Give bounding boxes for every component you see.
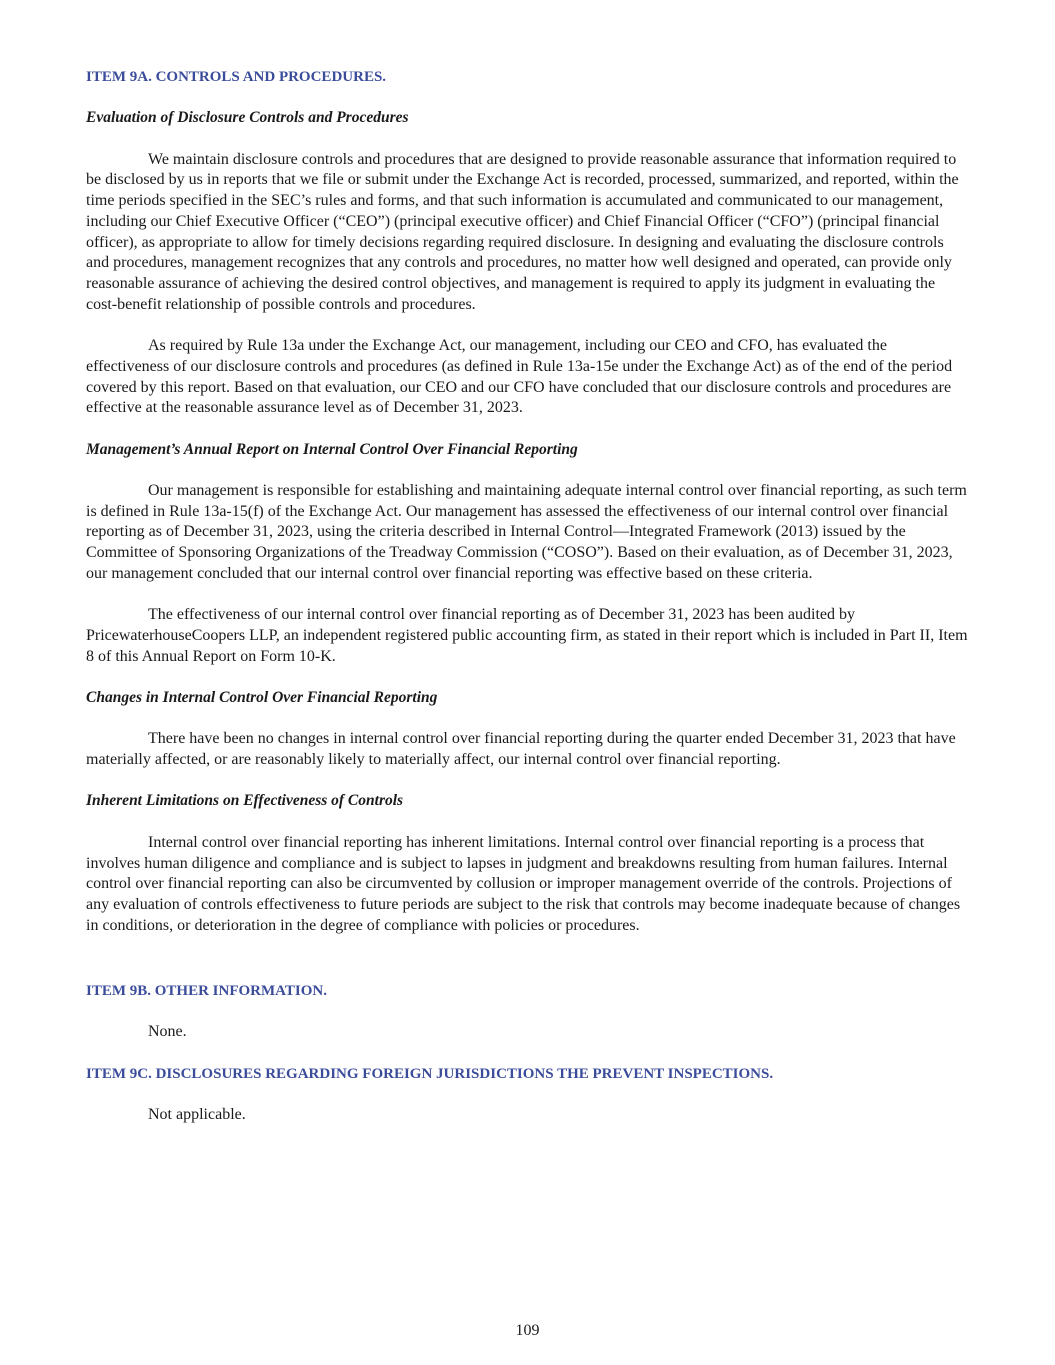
section-heading: Changes in Internal Control Over Financial Reporting [86, 688, 438, 706]
section-heading: Inherent Limitations on Effectiveness of Controls [86, 792, 404, 810]
paragraph: Internal control over financial reporting has inherent limitations. Internal control over financial reporting is a process that involves human diligence and compliance and is subject to lapses in judgment and breakdowns resulting from human failures. Internal control over financial reporting can also be circumvented by collusion or improper management override of the controls. Projections of any evaluation of controls effectiveness to future periods are subject to the risk that controls may become inadequate because of changes in conditions, or deterioration in the degree of compliance with policies or procedures. [86, 833, 961, 934]
paragraph: None. [148, 1023, 187, 1041]
spacer [86, 957, 970, 981]
item-9b-heading: ITEM 9B. OTHER INFORMATION. [86, 983, 327, 1000]
paragraph: As required by Rule 13a under the Exchange Act, our management, including our CEO and CFO, has evaluated the effectiveness of our disclosure controls and procedures (as defined in Rule 13a-15e under the Exchange Act) as of the end of the period covered by this report. Based on that evaluation, our CEO and our CFO have concluded that our disclosure controls and procedures are effective at the reasonable assurance level as of December 31, 2023. [86, 337, 953, 417]
paragraph: Not applicable. [148, 1106, 246, 1124]
item-9c-heading: ITEM 9C. DISCLOSURES REGARDING FOREIGN JURISDICTIONS THE PREVENT INSPECTIONS. [86, 1065, 774, 1082]
section-heading: Evaluation of Disclosure Controls and Procedures [86, 109, 409, 127]
page-number: 109 [515, 1322, 540, 1339]
paragraph: We maintain disclosure controls and procedures that are designed to provide reasonable assurance that information required to be disclosed by us in reports that we file or submit under the Exchange Act is recorded, processed, summarized, and reported, within the time periods specified in the SEC’s rules and forms, and that such information is accumulated and communicated to our management, including our Chief Executive Officer (“CEO”) (principal executive officer) and Chief Financial Officer (“CFO”) (principal financial officer), as appropriate to allow for timely decisions regarding required disclosure. In designing and evaluating the disclosure controls and procedures, management recognizes that any controls and procedures, no matter how well designed and operated, can provide only reasonable assurance of achieving the desired control objectives, and management is required to apply its judgment in evaluating the cost-benefit relationship of possible controls and procedures. [86, 150, 959, 313]
paragraph: Our management is responsible for establishing and maintaining adequate internal control over financial reporting, as such term is defined in Rule 13a-15(f) of the Exchange Act. Our management has assessed the effectiveness of our internal control over financial reporting as of December 31, 2023, using the criteria described in Internal Control—Integrated Framework (2013) issued by the Committee of Sponsoring Organizations of the Treadway Commission (“COSO”). Based on their evaluation, as of December 31, 2023, our management concluded that our internal control over financial reporting was effective based on these criteria. [86, 481, 967, 582]
section-heading: Management’s Annual Report on Internal Control Over Financial Reporting [86, 440, 578, 458]
paragraph: There have been no changes in internal control over financial reporting during the quarter ended December 31, 2023 that have materially affected, or are reasonably likely to materially affect, our internal control over financial reporting. [86, 730, 956, 769]
item-9a-heading: ITEM 9A. CONTROLS AND PROCEDURES. [86, 69, 387, 85]
paragraph: The effectiveness of our internal control over financial reporting as of December 31, 2023 has been audited by PricewaterhouseCoopers LLP, an independent registered public accounting firm, as stated in their report which is included in Part II, Item 8 of this Annual Report on Form 10-K. [86, 606, 968, 665]
document-page [86, 67, 970, 1147]
